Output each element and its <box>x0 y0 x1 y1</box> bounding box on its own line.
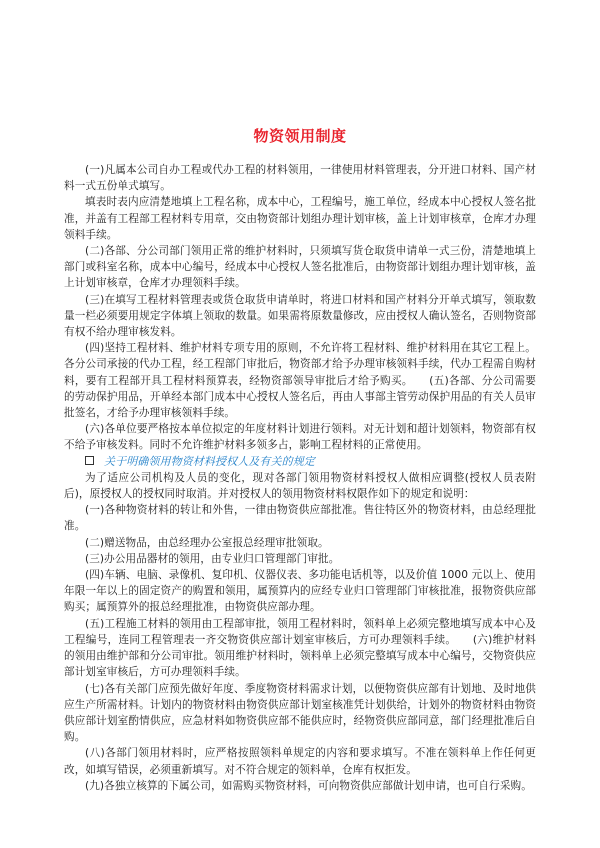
paragraph-2-2: (二)赠送物品，由总经理办公室报总经理审批领取。 <box>85 536 329 549</box>
paragraph-fill-instructions: 填表时表内应清楚地填上工程名称，成本中心，工程编号，施工单位，经成本中心授权人签名批准，并盖有工程部工程材料专用章，交由物资部计划组办理计划审核，盖上计划审核章，仓库才办理领料手续。 <box>64 196 536 241</box>
paragraph-2-9: (九)各独立核算的下属公司，如需购买物资材料，可向物资供应部做计划申请，也可自行采购。 <box>85 779 532 792</box>
section2-intro: 为了适应公司机构及人员的变化，现对各部门领用物资材料授权人做相应调整(授权人员表附后)，原授权人的授权同时取消。并对授权人的领用物资材料权限作如下的规定和说明： <box>64 471 536 501</box>
paragraph-1-1: (一)凡属本公司自办工程或代办工程的材料领用，一律使用材料管理表，分开进口材料、国产材料一式五份单式填写。 <box>64 164 536 193</box>
subheading <box>64 454 536 470</box>
paragraph-2-8: (八)各部门领用材料时，应严格按照领料单规定的内容和要求填写。不准在领料单上作任何更改，如填写错误，必须重新填写。对不符合规定的领料单，仓库有权拒发。 <box>64 747 536 776</box>
paragraph-2-4: (四)车辆、电脑、录像机、复印机、仪器仪表、多功能电话机等，以及价值 1000 元以上、使用年限一年以上的固定资产的购置和领用，属预算内的应经专业归口管理部门审核批准，报物资供应部购买；属预算外的报总经理批准，由物资供应部办理。 <box>64 569 536 614</box>
document-body <box>64 162 536 794</box>
paragraph-2-7: (七)各有关部门应预先做好年度、季度物资材料需求计划，以便物资供应部有计划地、及时地供应生产所需材料。计划内的物资材料由物资供应部计划室核准凭计划供给，计划外的物资材料由物资供应部计划室酌情供应，应急材料如物资供应部不能供应时，经物资供应部同意，部门经理批准后自购。 <box>64 682 536 744</box>
subheading-text: 关于明确领用物资材料授权人及有关的规定 <box>104 454 315 468</box>
paragraph-1-2: (二)各部、分公司部门领用正常的维护材料时，只须填写货仓取货申请单一式三份，清楚地填上部门或科室名称，成本中心编号，经成本中心授权人签名批准后，由物资部计划组办理计划审核，盖上计划审核章，仓库才办理领料手续。 <box>64 245 536 290</box>
document-title: 物资领用制度 <box>253 127 347 145</box>
paragraph-2-5-6: (五)工程施工材料的领用由工程部审批，领用工程材料时，领料单上必须完整地填写成本中心及工程编号，连同工程管理表一齐交物资供应部计划室审核后，方可办理领料手续。 (六)维护材料的领用由维护部和分公司审批。领用维护材料时，领料单上必须完整填写成本中心编号，交物资供应部计划室审核后，方可办理领料手续。 <box>64 617 536 679</box>
paragraph-1-3: (三)在填写工程材料管理表或货仓取货申请单时，将进口材料和国产材料分开单式填写，领取数量一栏必须要用规定字体填上领取的数量。如果需将原数量修改，应由授权人确认签名，否则物资部有权不给办理审核发料。 <box>64 293 536 339</box>
paragraph-2-3: (三)办公用品器材的领用，由专业归口管理部门审批。 <box>85 552 340 565</box>
paragraph-1-6: (六)各单位要严格按本单位拟定的年度材料计划进行领料。对无计划和超计划领料，物资部有权不给予审核发料。同时不允许维护材料多领多占，影响工程材料的正常使用。 <box>64 423 536 452</box>
paragraph-2-1: (一)各种物资材料的转让和外售，一律由物资供应部批准。售往特区外的物资材料，由总经理批准。 <box>64 504 536 533</box>
paragraph-1-4-5: (四)坚持工程材料、维护材料专项专用的原则，不允许将工程材料、维护材料用在其它工程上。各分公司承接的代办工程，经工程部门审批后，物资部才给予办理审核领料手续，代办工程需自购材料，要有工程部开具工程材料预算表，经物资部领导审批后才给予购买。 (五)各部、分公司需要的劳动保护用品，开单经本部门成本中心授权人签名后，再由人事部主管劳动保护用品的有关人员审批签名，才给予办理审核领料手续。 <box>64 342 536 420</box>
checkbox-bullet-icon <box>85 456 94 465</box>
